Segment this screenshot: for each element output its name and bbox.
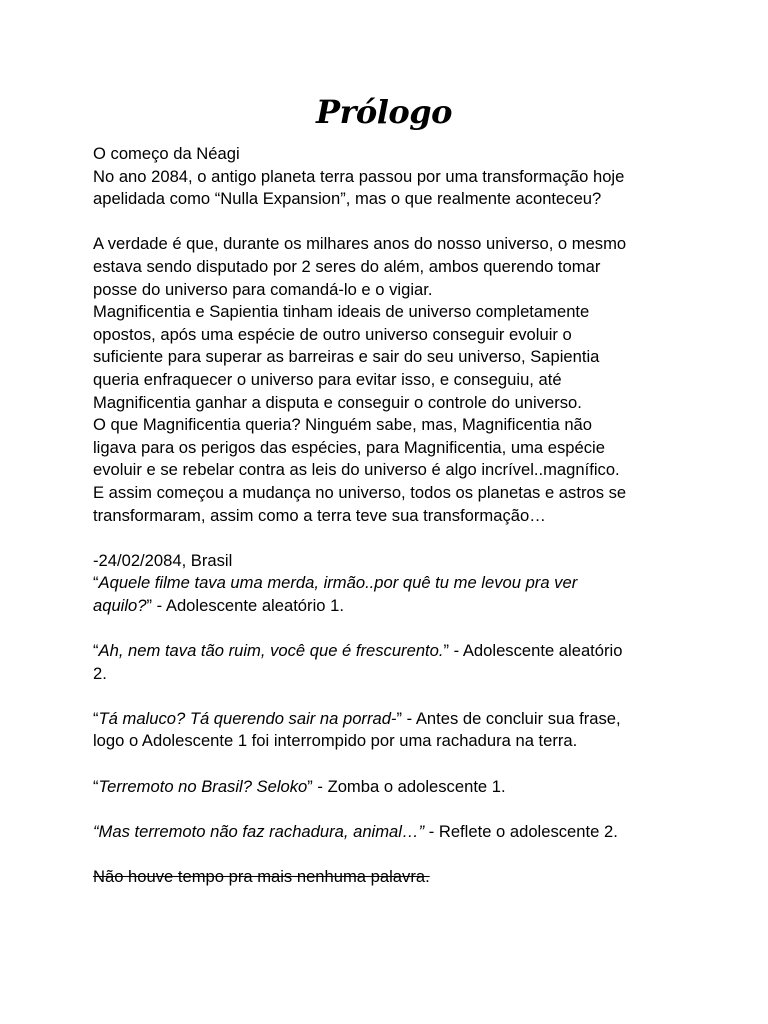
paragraph-gap: [93, 685, 693, 708]
dialogue-speech: Tá maluco? Tá querendo sair na porrad-: [98, 708, 397, 728]
story-line: Magnificentia ganhar a disputa e conseguir o controle do universo.: [93, 392, 582, 412]
dialogue-attribution: ” - Zomba o adolescente 1.: [307, 776, 506, 796]
story-line: opostos, após uma espécie de outro universo conseguir evoluir o: [93, 324, 572, 344]
dialogue-line: [93, 821, 693, 844]
paragraph-gap: [93, 527, 693, 550]
dialogue-speech: “Mas terremoto não faz rachadura, animal…”: [93, 821, 425, 841]
paragraph-gap: [93, 798, 693, 821]
dialogue-line: logo o Adolescente 1 foi interrompido por uma rachadura na terra.: [93, 731, 578, 751]
dialogue-attribution: ” - Adolescente aleatório 1.: [146, 595, 344, 615]
intro-line: O começo da Néagi: [93, 144, 240, 163]
paragraph-gap: [93, 211, 693, 234]
document-body: [93, 143, 693, 889]
story-line: A verdade é que, durante os milhares anos do nosso universo, o mesmo: [93, 234, 627, 254]
dialogue-line: [93, 640, 693, 663]
dialogue-speech: Ah, nem tava tão ruim, você que é frescurento.: [98, 641, 444, 661]
story-line: estava sendo disputado por 2 seres do além, ambos querendo tomar: [93, 256, 601, 276]
page-title: Prólogo: [316, 93, 452, 131]
story-line: transformaram, assim como a terra teve sua transformação…: [93, 505, 546, 525]
dialogue-line: [93, 776, 693, 799]
intro-line: apelidada como “Nulla Expansion”, mas o que realmente aconteceu?: [93, 189, 602, 209]
story-line: posse do universo para comandá-lo e o vigiar.: [93, 279, 433, 299]
story-line: Magnificentia e Sapientia tinham ideais de universo completamente: [93, 302, 590, 322]
dialogue-attribution: ” - Adolescente aleatório: [443, 641, 623, 661]
dialogue-line: [93, 572, 693, 595]
dialogue-speech: Aquele filme tava uma merda, irmão..por quê tu me levou pra ver: [98, 573, 578, 593]
story-line: evoluir e se rebelar contra as leis do universo é algo incrível..magnífico.: [93, 460, 620, 480]
story-line: suficiente para superar as barreiras e sair do seu universo, Sapientia: [93, 347, 600, 367]
paragraph-gap: [93, 617, 693, 640]
quote-mark: “: [93, 708, 99, 728]
dialogue-line: [93, 708, 693, 731]
dialogue-attribution: ” - Antes de concluir sua frase,: [396, 708, 621, 728]
quote-mark: “: [93, 573, 99, 593]
story-line: queria enfraquecer o universo para evitar isso, e conseguiu, até: [93, 369, 562, 389]
dialogue-line: 2.: [93, 663, 107, 683]
story-line: E assim começou a mudança no universo, todos os planetas e astros se: [93, 482, 627, 502]
paragraph-gap: [93, 753, 693, 776]
story-line: O que Magnificentia queria? Ninguém sabe, mas, Magnificentia não: [93, 415, 593, 435]
quote-mark: “: [93, 641, 99, 661]
dialogue-attribution: - Reflete o adolescente 2.: [424, 821, 618, 841]
dateline: -24/02/2084, Brasil: [93, 550, 233, 570]
intro-line: No ano 2084, o antigo planeta terra passou por uma transformação hoje: [93, 166, 625, 186]
paragraph-gap: [93, 843, 693, 866]
story-line: ligava para os perigos das espécies, para Magnificentia, uma espécie: [93, 437, 605, 457]
dialogue-speech: aquilo?: [93, 595, 147, 615]
dialogue-line: [93, 595, 693, 618]
closing-line: Não houve tempo pra mais nenhuma palavra.: [93, 867, 430, 886]
quote-mark: “: [93, 776, 99, 796]
dialogue-speech: Terremoto no Brasil? Seloko: [98, 776, 308, 796]
